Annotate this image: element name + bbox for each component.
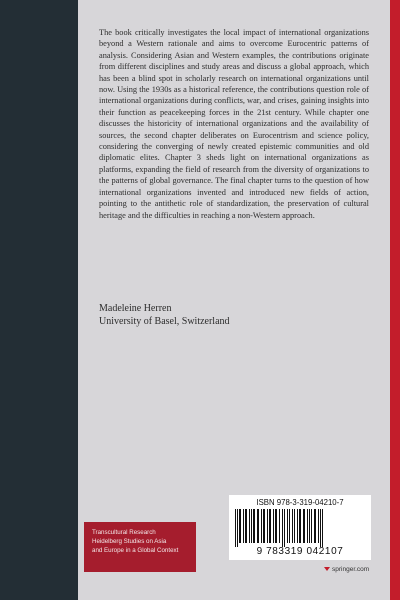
barcode-bar	[322, 509, 323, 547]
barcode-bar	[289, 509, 290, 543]
barcode-image	[233, 509, 367, 547]
barcode-bar	[294, 509, 295, 543]
barcode-block	[229, 495, 371, 560]
barcode-bar	[320, 509, 321, 547]
barcode-bar	[267, 509, 268, 543]
springer-horse-icon	[324, 567, 330, 571]
series-line-2: Heidelberg Studies on Asia	[92, 538, 167, 546]
series-line-1: Transcultural Research	[92, 529, 156, 536]
barcode-bar	[284, 509, 285, 547]
barcode-bar	[237, 509, 238, 547]
barcode-bar	[275, 509, 277, 543]
barcode-bar	[318, 509, 319, 543]
barcode-bar	[297, 509, 298, 543]
barcode-bar	[253, 509, 255, 543]
barcode-bar	[239, 509, 241, 543]
publisher-mark	[324, 566, 369, 573]
barcode-bar	[282, 509, 283, 547]
barcode-bar	[307, 509, 308, 543]
barcode-bar	[279, 509, 280, 543]
author-block	[99, 302, 230, 328]
barcode-bar	[299, 509, 301, 543]
barcode-bar	[251, 509, 252, 543]
barcode-bar	[269, 509, 271, 543]
barcode-bar	[314, 509, 316, 543]
series-line-3: and Europe in a Global Context	[92, 547, 179, 555]
cover-edge-stripe	[390, 0, 400, 600]
barcode-digits: 9 783319 042107	[256, 546, 344, 557]
author-affiliation: University of Basel, Switzerland	[99, 316, 230, 327]
isbn-label: ISBN 978-3-319-04210-7	[256, 498, 344, 507]
barcode-bar	[249, 509, 250, 543]
barcode-bar	[309, 509, 310, 543]
barcode-bar	[263, 509, 265, 543]
barcode-bar	[257, 509, 259, 543]
series-label	[84, 522, 196, 572]
author-name: Madeleine Herren	[99, 303, 172, 314]
barcode-bar	[235, 509, 236, 547]
back-cover-blurb: The book critically investigates the local impact of international organizations beyond a Western rationale and aims to overcome Eurocentric patterns of analysis. Considering Asian and Western examples, the contributions originate from different disciplines and study areas and discuss a global approach, which has been a blind spot in scholarly research on international organizations until now. Using the 1930s as a historical reference, the contributions question role of international organizations during conflicts, war, and crises, gaining insights into their function as peacekeeping forces in the 21st century. While chapter one discusses the historicity of international organizations and the availability of sources, the second chapter deliberates on Eurocentrism and science policy, considering the converging of newly created epistemic communities and old diplomatic elites. Chapter 3 sheds light on international organizations as platforms, expanding the field of research from the diversity of organizations to the patterns of global governance. The final chapter turns to the question of how international organizations invented and introduced new fields of action, pointing to the antithetic role of standardization, the preservation of cultural heritage and the difficulties in reaching a non-Western approach.	[99, 28, 369, 220]
barcode-bar	[273, 509, 274, 543]
book-spine	[0, 0, 78, 600]
barcode-bar	[243, 509, 244, 543]
publisher-url: springer.com	[332, 566, 370, 573]
barcode-bar	[261, 509, 262, 543]
barcode-bar	[311, 509, 312, 543]
barcode-bar	[292, 509, 293, 543]
barcode-bar	[287, 509, 288, 543]
barcode-bar	[303, 509, 305, 543]
barcode-bar	[245, 509, 247, 543]
